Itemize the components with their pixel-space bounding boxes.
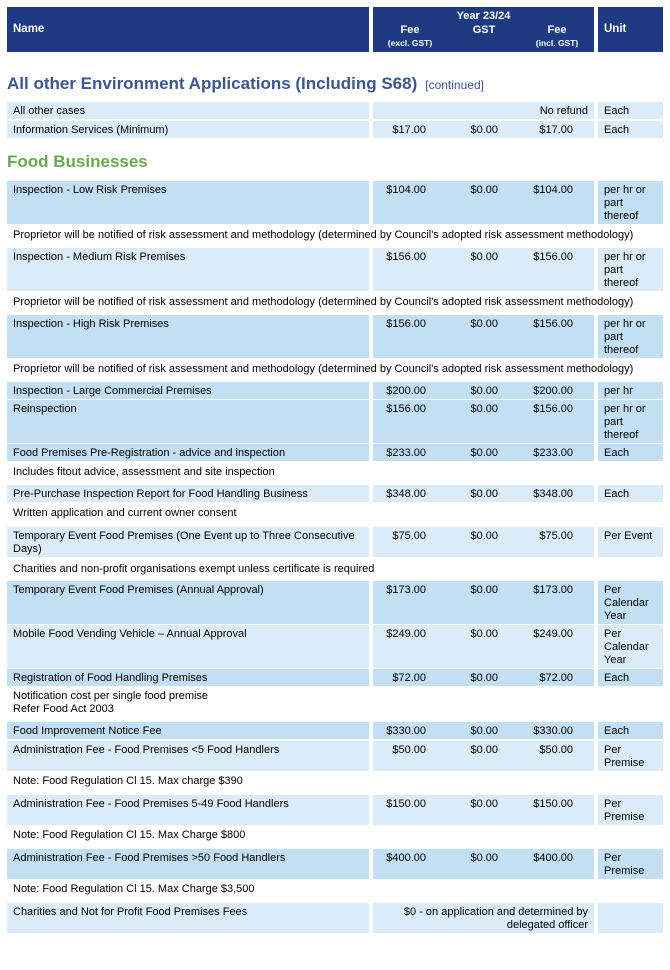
fee-incl-gst: $233.00 xyxy=(533,447,573,459)
fee-unit: per hr or part thereof xyxy=(598,400,663,443)
fee-row xyxy=(0,849,670,879)
fee-row xyxy=(0,903,670,933)
header-fee-incl-label: Fee xyxy=(547,24,567,36)
fee-gst: $0.00 xyxy=(470,798,498,810)
fee-row xyxy=(0,121,670,138)
fee-gst: $0.00 xyxy=(470,672,498,684)
fee-gst: $0.00 xyxy=(470,251,498,263)
fee-incl-gst: $50.00 xyxy=(539,744,573,756)
fee-text: $0 - on application and determined by delegated officer xyxy=(403,906,588,931)
fee-row xyxy=(0,444,670,461)
fee-incl-gst: $400.00 xyxy=(533,852,573,864)
fee-excl-gst: $330.00 xyxy=(386,725,426,737)
fee-name: Information Services (Minimum) xyxy=(7,121,369,138)
fee-incl-gst: $72.00 xyxy=(539,672,573,684)
fee-name: Registration of Food Handling Premises xyxy=(7,669,369,686)
fee-excl-gst: $17.00 xyxy=(392,124,426,136)
fee-name: Temporary Event Food Premises (Annual Approval) xyxy=(7,581,369,624)
fee-note xyxy=(7,360,663,377)
fee-excl-gst: $249.00 xyxy=(386,628,426,640)
fee-values-cell xyxy=(373,903,594,933)
fee-name: Inspection - Medium Risk Premises xyxy=(7,248,369,291)
fee-row xyxy=(0,669,670,686)
fee-name: Administration Fee - Food Premises 5-49 Food Handlers xyxy=(7,795,369,825)
fee-unit: Each xyxy=(598,669,663,686)
fee-incl-gst: $104.00 xyxy=(533,184,573,196)
section-title-food: Food Businesses xyxy=(7,152,148,171)
fee-excl-gst: $156.00 xyxy=(386,318,426,330)
fee-note-text: Includes fitout advice, assessment and site inspection xyxy=(13,466,275,478)
fee-unit: per hr or part thereof xyxy=(598,315,663,358)
fee-incl-gst: $173.00 xyxy=(533,584,573,596)
fee-gst: $0.00 xyxy=(470,403,498,415)
fee-unit: per hr xyxy=(598,382,663,399)
fee-note xyxy=(7,560,663,577)
fee-name: Temporary Event Food Premises (One Event up to Three Consecutive Days) xyxy=(7,527,369,557)
header-gst-label: GST xyxy=(472,24,496,36)
fee-gst: $0.00 xyxy=(470,628,498,640)
fee-excl-gst: $173.00 xyxy=(386,584,426,596)
section-title-environment-text: All other Environment Applications (Including S68) xyxy=(7,74,418,93)
fee-note xyxy=(7,880,663,897)
fee-excl-gst: $75.00 xyxy=(392,530,426,542)
fee-row xyxy=(0,795,670,825)
fee-name: Food Improvement Notice Fee xyxy=(7,722,369,739)
fee-excl-gst: $72.00 xyxy=(392,672,426,684)
section-title-environment xyxy=(7,74,484,94)
header-unit-cell xyxy=(598,7,663,52)
header-name-label: Name xyxy=(13,23,45,35)
fee-row xyxy=(0,315,670,358)
fee-name: Food Premises Pre-Registration - advice and inspection xyxy=(7,444,369,461)
header-year-label: Year 23/24 xyxy=(456,10,511,22)
fee-row xyxy=(0,485,670,502)
fee-note xyxy=(7,463,663,480)
fee-name: Pre-Purchase Inspection Report for Food Handling Business xyxy=(7,485,369,502)
fee-note-text: Note: Food Regulation Cl 15. Max charge $390 xyxy=(13,775,243,787)
fee-unit: Each xyxy=(598,121,663,138)
fee-unit: Per Calendar Year xyxy=(598,581,663,624)
header-fee-incl-sub: (incl. GST) xyxy=(535,38,579,48)
fee-text: No refund xyxy=(539,105,588,117)
fee-row xyxy=(0,741,670,771)
fee-gst: $0.00 xyxy=(470,488,498,500)
header-name-cell xyxy=(7,7,369,52)
fee-row xyxy=(0,581,670,624)
fee-note-text: Proprietor will be notified of risk assessment and methodology (determined by Council's adopted risk assessment methodology) xyxy=(13,296,634,308)
fee-incl-gst: $156.00 xyxy=(533,403,573,415)
fee-name: Administration Fee - Food Premises <5 Food Handlers xyxy=(7,741,369,771)
fee-row xyxy=(0,382,670,399)
fee-gst: $0.00 xyxy=(470,852,498,864)
fee-incl-gst: $17.00 xyxy=(539,124,573,136)
fee-incl-gst: $150.00 xyxy=(533,798,573,810)
fee-note-text: Note: Food Regulation Cl 15. Max Charge $3,500 xyxy=(13,883,255,895)
fee-name: Reinspection xyxy=(7,400,369,443)
fee-note xyxy=(7,772,663,789)
fee-row xyxy=(0,248,670,291)
fee-unit: Each xyxy=(598,444,663,461)
fee-row xyxy=(0,527,670,557)
fee-row xyxy=(0,722,670,739)
fee-note-text: Notification cost per single food premise xyxy=(13,690,209,702)
fee-incl-gst: $156.00 xyxy=(533,318,573,330)
header-fee-excl-sub: (excl. GST) xyxy=(387,38,433,48)
fee-unit: Each xyxy=(598,485,663,502)
header-fee-incl xyxy=(520,24,594,48)
fee-name: Inspection - Large Commercial Premises xyxy=(7,382,369,399)
fee-name: Inspection - Low Risk Premises xyxy=(7,181,369,224)
header-year-cell xyxy=(373,7,594,52)
fee-incl-gst: $249.00 xyxy=(533,628,573,640)
fee-excl-gst: $50.00 xyxy=(392,744,426,756)
fee-row xyxy=(0,400,670,443)
fee-row xyxy=(0,102,670,119)
fee-note-text: Charities and non-profit organisations exempt unless certificate is required xyxy=(13,563,375,575)
fee-gst: $0.00 xyxy=(470,725,498,737)
header-unit-label: Unit xyxy=(604,23,627,35)
fee-incl-gst: $75.00 xyxy=(539,530,573,542)
header-fee-excl xyxy=(373,24,447,48)
fee-unit: per hr or part thereof xyxy=(598,248,663,291)
fee-gst: $0.00 xyxy=(470,124,498,136)
fee-incl-gst: $156.00 xyxy=(533,251,573,263)
fee-note xyxy=(7,504,663,521)
fee-name: Mobile Food Vending Vehicle – Annual Approval xyxy=(7,625,369,668)
fee-note-text: Note: Food Regulation Cl 15. Max Charge $800 xyxy=(13,829,246,841)
fee-note xyxy=(7,687,663,717)
fee-unit: Each xyxy=(598,102,663,119)
fee-note xyxy=(7,226,663,243)
header-gst xyxy=(447,24,521,36)
fee-incl-gst: $348.00 xyxy=(533,488,573,500)
fee-unit: Per Calendar Year xyxy=(598,625,663,668)
fee-gst: $0.00 xyxy=(470,744,498,756)
fee-values-cell xyxy=(373,102,594,119)
fee-excl-gst: $156.00 xyxy=(386,403,426,415)
fee-note-text: Written application and current owner consent xyxy=(13,507,237,519)
fee-gst: $0.00 xyxy=(470,385,498,397)
fee-note xyxy=(7,826,663,843)
fee-note-text-line2: Refer Food Act 2003 xyxy=(13,703,114,715)
fee-unit: per hr or part thereof xyxy=(598,181,663,224)
fee-excl-gst: $400.00 xyxy=(386,852,426,864)
fee-unit: Per Premise xyxy=(598,849,663,879)
continued-label: [continued] xyxy=(425,78,484,92)
fee-excl-gst: $233.00 xyxy=(386,447,426,459)
fee-note-text: Proprietor will be notified of risk assessment and methodology (determined by Council's adopted risk assessment methodology) xyxy=(13,229,634,241)
fee-excl-gst: $104.00 xyxy=(386,184,426,196)
fee-gst: $0.00 xyxy=(470,584,498,596)
fee-unit: Per Premise xyxy=(598,795,663,825)
fee-excl-gst: $200.00 xyxy=(386,385,426,397)
fee-unit: Each xyxy=(598,722,663,739)
fee-gst: $0.00 xyxy=(470,318,498,330)
fee-unit xyxy=(598,903,663,933)
fee-incl-gst: $200.00 xyxy=(533,385,573,397)
fee-incl-gst: $330.00 xyxy=(533,725,573,737)
header-fee-excl-label: Fee xyxy=(400,24,420,36)
fee-note xyxy=(7,293,663,310)
fee-row xyxy=(0,625,670,668)
fee-note-text: Proprietor will be notified of risk assessment and methodology (determined by Council's adopted risk assessment methodology) xyxy=(13,363,634,375)
fee-unit: Per Event xyxy=(598,527,663,557)
fee-gst: $0.00 xyxy=(470,184,498,196)
fee-name: Charities and Not for Profit Food Premises Fees xyxy=(7,903,369,933)
fee-excl-gst: $348.00 xyxy=(386,488,426,500)
fee-row xyxy=(0,181,670,224)
fee-excl-gst: $150.00 xyxy=(386,798,426,810)
fee-name: Administration Fee - Food Premises >50 Food Handlers xyxy=(7,849,369,879)
fee-unit: Per Premise xyxy=(598,741,663,771)
fee-gst: $0.00 xyxy=(470,447,498,459)
fee-excl-gst: $156.00 xyxy=(386,251,426,263)
fee-gst: $0.00 xyxy=(470,530,498,542)
fee-name: Inspection - High Risk Premises xyxy=(7,315,369,358)
fee-name: All other cases xyxy=(7,102,369,119)
